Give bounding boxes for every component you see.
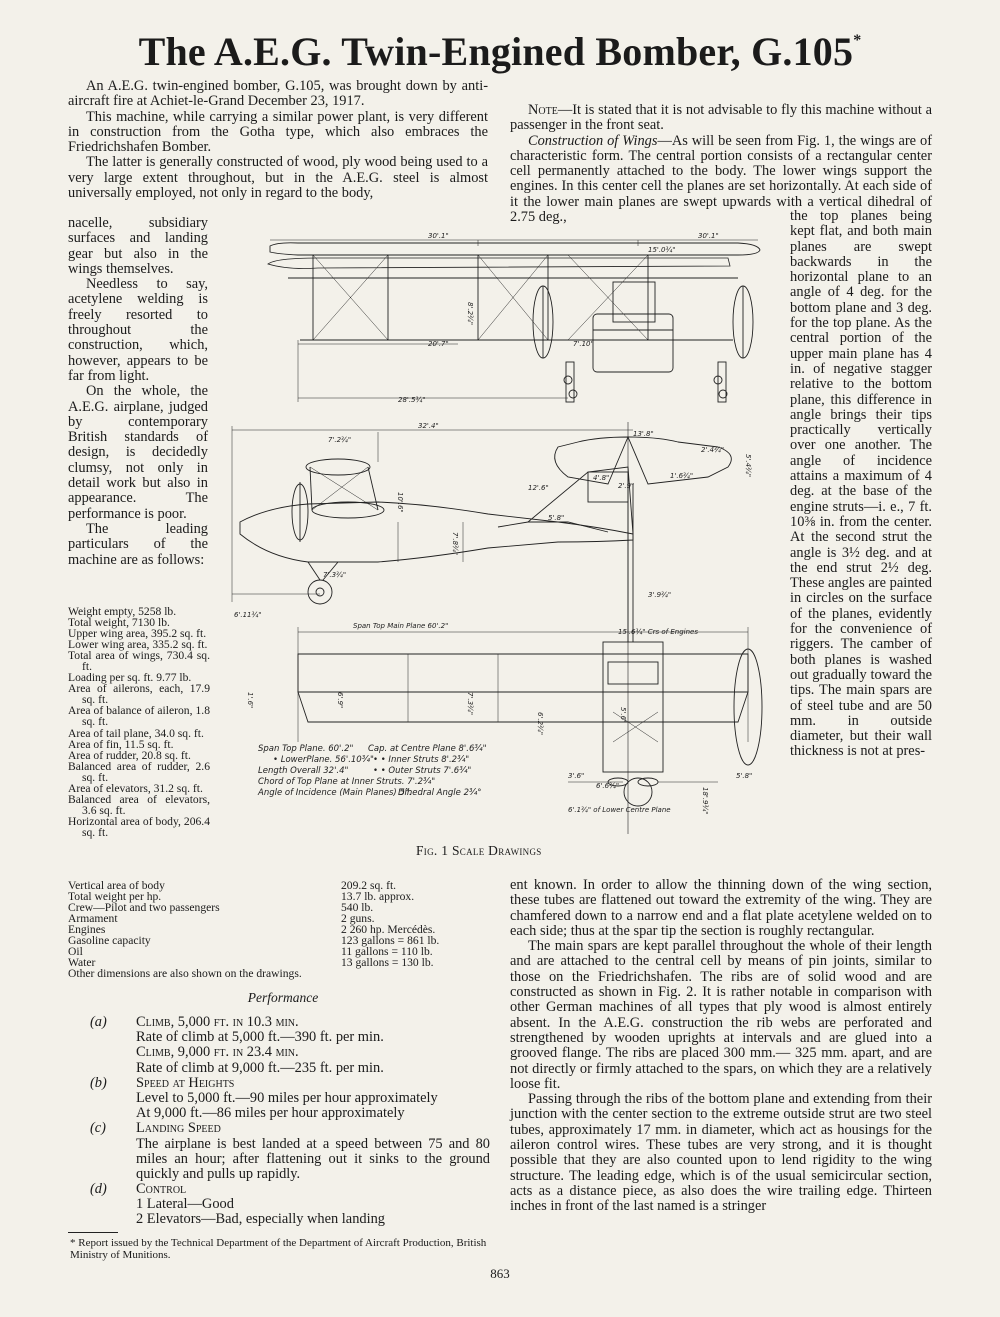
side-elevation — [232, 426, 633, 604]
legend-item: Cap. at Centre Plane 8'.6¾" — [368, 744, 487, 754]
note-text: —It is stated that it is not advisable to fly this machine without a passenger in the front seat. — [510, 102, 932, 134]
legend-item: Dihedral Angle 2¾° — [398, 788, 482, 798]
figure-legend — [257, 744, 487, 798]
table-label: Vertical area of body — [68, 879, 165, 892]
performance-heading: Performance — [247, 990, 319, 1005]
legend-item: Length Overall 32'.4" — [258, 766, 349, 776]
perf-line: At 9,000 ft.—86 miles per hour approximately — [136, 1105, 405, 1122]
dim-label: 7'.2¾" — [328, 436, 352, 444]
dim-label: 8'.2¾" — [466, 302, 474, 326]
table-label: Oil — [68, 945, 83, 959]
dim-label: 28'.5¾" — [398, 396, 426, 404]
perf-line: Speed at Heights — [136, 1074, 235, 1091]
spec-item: Upper wing area, 395.2 sq. ft. — [68, 627, 207, 641]
spec-item: Balanced area of elevators, 3.6 sq. ft. — [68, 792, 210, 817]
table-row — [68, 935, 498, 946]
dim-label: 6'.9" — [336, 692, 344, 709]
page-number: 863 — [490, 1266, 510, 1281]
legend-item: • • Inner Struts 8'.2¾" — [373, 755, 470, 765]
dim-label: 7'.10" — [573, 340, 594, 348]
dimension-labels — [234, 232, 752, 815]
table-value: 209.2 sq. ft. — [341, 879, 397, 892]
table-label: Engines — [68, 923, 106, 937]
title-text: The A.E.G. Twin-Engined Bomber, G.105 — [138, 29, 854, 74]
tubes-paragraph: Passing through the ribs of the bottom plane and extending from their junction with the center section to the extreme outside strut are two steel tubes, approximately 17 mm. in diameter, which act as housings for the aileron control wires. These tubes are very strong, and it is thought possible that they are also counted upon to lend rigidity to the wing structure. The leading edge, which is of the usual semicircular section, acts as a distance piece, as also does the wire trailing edge. Thirteen inches in front of the last named is a stringer — [510, 1091, 932, 1215]
right-column-narrow — [790, 209, 932, 760]
dim-label: 12'.6" — [528, 484, 549, 492]
table-value: 540 lb. — [341, 901, 374, 915]
table-value: 11 gallons = 110 lb. — [341, 945, 433, 959]
spec-item: Loading per sq. ft. 9.77 lb. — [68, 671, 192, 685]
specs-list — [68, 606, 210, 838]
perf-line: Level to 5,000 ft.—90 miles per hour approximately — [136, 1089, 438, 1106]
wings-text: —As will be seen from Fig. 1, the wings are of characteristic form. The central portion consists of a rectangular center cell permanently attached to the body. The lower wings support the engines. In this center cell the planes are set horizontally. At each side of it the lower main planes are swept upwards with a vertical dihedral of 2.75 deg., — [510, 132, 932, 226]
page-title — [0, 28, 1000, 75]
dim-label: 15'.0¾" — [648, 246, 676, 254]
table-label: Gasoline capacity — [68, 934, 151, 948]
table-row — [68, 902, 498, 913]
legend-item: • LowerPlane. 56'.10¾" — [273, 755, 374, 765]
perf-marker: (b) — [90, 1074, 107, 1091]
dim-label: 7'.3¾" — [466, 692, 474, 716]
dim-label: 6'.2¾" — [536, 712, 544, 736]
dim-label: 30'.1" — [428, 232, 449, 240]
note-label: Note — [528, 102, 558, 118]
dim-label: 6'.1¾" of Lower Centre Plane — [568, 806, 671, 814]
spec-item: Area of ailerons, each, 17.9 sq. ft. — [68, 682, 210, 707]
spec-item: Area of tail plane, 34.0 sq. ft. — [68, 726, 204, 740]
legend-item: Span Top Plane. 60'.2" — [258, 744, 354, 754]
dim-label: 2'.4¾" — [701, 446, 725, 454]
note-paragraph — [510, 103, 932, 134]
spec-item: Area of balance of aileron, 1.8 sq. ft. — [68, 704, 210, 729]
materials-paragraph: The latter is generally constructed of wood, ply wood being used to a very large extent throughout, but in the A.E.G. steel is almost universally employed, not only in regard to the body, — [68, 154, 488, 202]
dim-label: 1'.6" — [246, 692, 254, 709]
comparison-paragraph: This machine, while carrying a similar power plant, is very different in construction from the Gotha type, which also embraces the Friedrichshafen Bomber. — [68, 108, 488, 156]
dim-label: 30'.1" — [698, 232, 719, 240]
performance-list — [90, 1015, 490, 1228]
particulars-table — [68, 880, 498, 979]
legend-item: Chord of Top Plane at Inner Struts. 7'.2¾" — [258, 777, 436, 787]
spec-item: Balanced area of rudder, 2.6 sq. ft. — [68, 759, 210, 784]
perf-line: Landing Speed — [136, 1120, 221, 1137]
spec-item: Weight empty, 5258 lb. — [68, 605, 177, 618]
table-value: 13.7 lb. approx. — [341, 890, 415, 904]
table-note: Other dimensions are also shown on the drawings. — [68, 967, 302, 981]
dim-label: 18'.9¾" — [701, 787, 709, 815]
perf-line: Control — [136, 1181, 187, 1198]
spars-continuation: ent known. In order to allow the thinning down of the wing section, these tubes are flattened out toward the extremity of the wing. They are chamfered down to a narrow end and a flat plate acetylene welded on to each side; thus at the spar tip the section is roughly rectangular. — [510, 877, 932, 939]
perf-line: Rate of climb at 9,000 ft.—235 ft. per min. — [136, 1059, 384, 1076]
table-label: Armament — [68, 912, 118, 926]
footnote: * Report issued by the Technical Department of the Department of Aircraft Production, British Ministry of Munitions. — [70, 1237, 487, 1261]
materials-continuation: nacelle, subsidiary surfaces and landing gear but also in the wings themselves. — [68, 215, 208, 277]
dim-label: 1'.6¾" — [670, 472, 694, 480]
perf-line: 1 Lateral—Good — [136, 1196, 234, 1213]
dim-label: 15'.6¾" Crs of Engines — [618, 628, 698, 636]
dim-label: 3'.9¾" — [648, 591, 672, 599]
perf-line: Rate of climb at 5,000 ft.—390 ft. per min. — [136, 1029, 384, 1046]
table-label: Crew—Pilot and two passengers — [68, 901, 220, 915]
particulars-intro: The leading particulars of the machine are as follows: — [68, 520, 208, 568]
spec-item: Total weight, 7130 lb. — [68, 616, 170, 630]
dim-label: 2'.9" — [618, 482, 635, 490]
wings-continuation: the top planes being kept flat, and both main planes are swept backwards in the horizontal plane to an angle of 4 deg. for the bottom plane and 3 deg. for the top plane. As the central portion of the upper main plane has 4 in. of negative stagger relative to the bottom plane, this difference in angle brings their tips practically vertically over one another. The angle of incidence attains a maximum of 4 deg. at the base of the engine struts—i. e., 7 ft. 10⅜ in. from the center. At the second strut the angle is 3½ deg. and at the end strut 2½ deg. These angles are painted in circles on the surface of the planes, evidently for the convenience of riggers. The camber of both planes is washed out gradually toward the tips. The main spars are of steel tube and are 50 mm. in outside diameter, but their wall thickness is not at pres- — [790, 208, 932, 760]
legend-item: • • Outer Struts 7'.6¾" — [373, 766, 472, 776]
dim-label: 5'.8" — [548, 514, 565, 522]
dim-label: 5'.8" — [736, 772, 753, 780]
perf-line: The airplane is best landed at a speed between 75 and 80 miles an hour; after flattening out it sinks to the ground quickly and pulls up rapidly. — [136, 1135, 490, 1182]
dim-label: 20'.7" — [428, 340, 449, 348]
perf-marker: (c) — [90, 1120, 106, 1137]
title-footnote-mark: * — [853, 32, 862, 49]
dim-label: 3'.6" — [568, 772, 585, 780]
right-column-bottom — [510, 878, 932, 1215]
figure-caption: Fig. 1 Scale Drawings — [416, 843, 542, 858]
footnote-rule — [68, 1232, 118, 1233]
dim-label: 7'.8¾" — [451, 532, 459, 556]
dim-label: 10'.6" — [396, 492, 404, 513]
table-value: 123 gallons = 861 lb. — [341, 934, 440, 948]
dim-label: 4'.8" — [593, 474, 610, 482]
dim-label: 5'.6" — [619, 707, 627, 724]
spec-item: Lower wing area, 335.2 sq. ft. — [68, 638, 208, 652]
assessment-paragraph: On the whole, the A.E.G. airplane, judged by contemporary British standards of design, is decidedly clumsy, not only in detail work but also in appearance. The performance is poor. — [68, 383, 208, 522]
table-label: Water — [68, 956, 96, 970]
spars-paragraph: The main spars are kept parallel throughout the whole of their length and are attached to the central cell by means of pin joints, similar to those on the Friedrichshafen. The ribs are of solid wood and are constructed as shown in Fig. 2. It is rather notable in comparison with other German machines of all types that ply wood is almost entirely absent. In the A.E.G. construction the rib webs are perforated and strengthened by wooden uprights at intervals and are glued into a grooved flange. The ribs are placed 300 mm.— 325 mm. apart, and are not directly or firmly attached to the spars, on which they are a relatively loose fit. — [510, 938, 932, 1092]
dim-label: 6'.6¾" — [596, 782, 620, 790]
wings-label: Construction of Wings — [528, 132, 658, 149]
perf-line: 2 Elevators—Bad, especially when landing — [136, 1211, 385, 1228]
perf-line: Climb, 5,000 ft. in 10.3 min. — [136, 1014, 299, 1030]
spec-item: Area of rudder, 20.8 sq. ft. — [68, 748, 191, 762]
dim-label: 13'.8" — [633, 430, 654, 438]
table-label: Total weight per hp. — [68, 890, 162, 904]
perf-line: Climb, 9,000 ft. in 23.4 min. — [136, 1044, 299, 1061]
dim-label: 6'.11¾" — [234, 611, 262, 619]
spec-item: Area of elevators, 31.2 sq. ft. — [68, 781, 203, 795]
welding-paragraph: Needless to say, acetylene welding is freely resorted to throughout the construction, which, however, appears to be far from light. — [68, 276, 208, 384]
spec-item: Area of fin, 11.5 sq. ft. — [68, 737, 174, 751]
dim-label: 32'.4" — [418, 422, 439, 430]
dim-label: 5'.4¾" — [744, 454, 752, 478]
table-value: 2 guns. — [341, 912, 375, 926]
dim-label: 7'.3¾" — [323, 571, 347, 579]
left-column-intro — [68, 79, 488, 201]
legend-item: Angle of Incidence (Main Planes) 5°. — [258, 788, 412, 798]
left-column-narrow — [68, 216, 208, 568]
table-value: 13 gallons = 130 lb. — [341, 956, 434, 970]
front-elevation — [268, 240, 760, 402]
scale-drawings-svg — [228, 222, 770, 834]
perf-marker: (d) — [90, 1181, 107, 1198]
scale-drawings-figure — [228, 222, 770, 834]
perf-marker: (a) — [90, 1014, 107, 1030]
spec-item: Horizontal area of body, 206.4 sq. ft. — [68, 814, 210, 839]
dim-label: Span Top Main Plane 60'.2" — [353, 622, 449, 630]
spec-item: Total area of wings, 730.4 sq. ft. — [68, 649, 210, 674]
intro-paragraph: An A.E.G. twin-engined bomber, G.105, was brought down by anti-aircraft fire at Achiet-le-Grand December 23, 1917. — [68, 78, 488, 110]
table-value: 2 260 hp. Mercédès. — [341, 923, 436, 937]
